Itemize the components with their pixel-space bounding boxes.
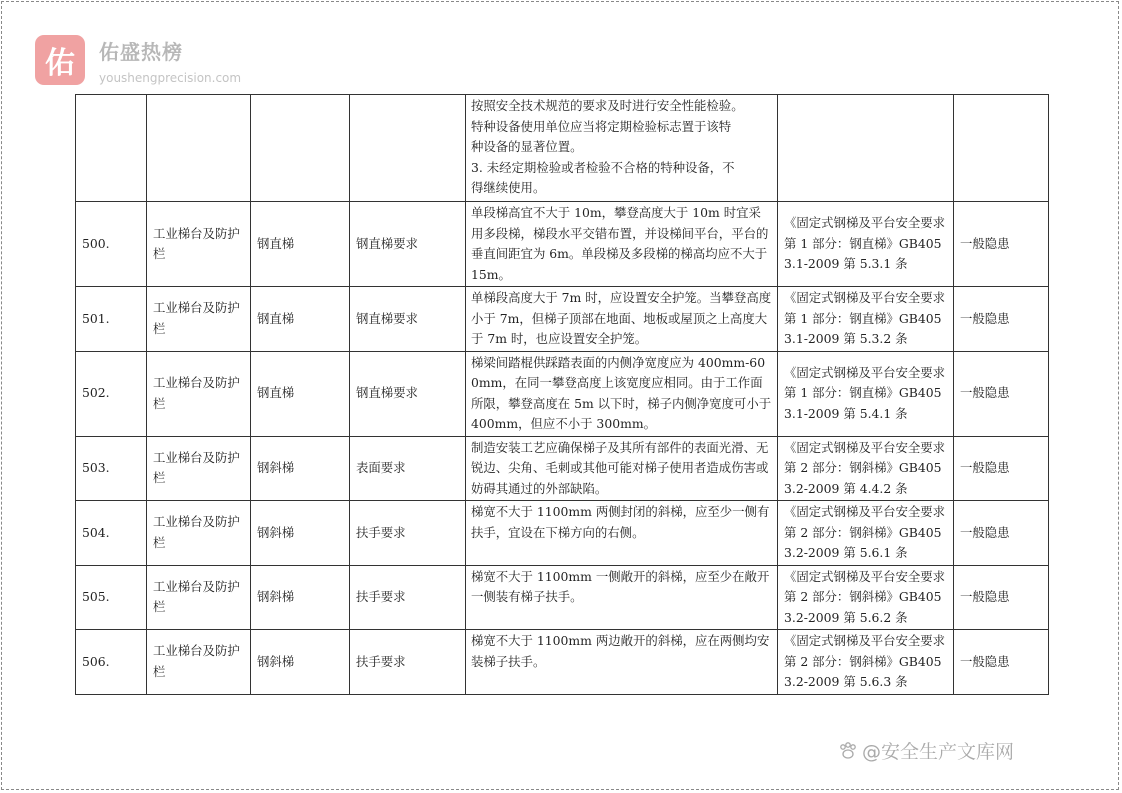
cell-level: 一般隐患 bbox=[954, 202, 1049, 287]
cell-basis: 《固定式钢梯及平台安全要求 第 1 部分：钢直梯》GB4053.1-2009 第 5.3.1 条 bbox=[778, 202, 954, 287]
continued-line: 得继续使用。 bbox=[471, 180, 546, 195]
cell-item bbox=[251, 95, 350, 202]
cell-no: 504. bbox=[76, 501, 147, 566]
table-row bbox=[76, 202, 1049, 287]
cell-description: 梯宽不大于 1100mm 两侧封闭的斜梯，应至少一侧有扶手，宜设在下梯方向的右侧。 bbox=[466, 501, 778, 566]
cell-no: 502. bbox=[76, 351, 147, 436]
cell-description: 单梯段高度大于 7m 时，应设置安全护笼。当攀登高度小于 7m，但梯子顶部在地面、地板或屋顶之上高度大于 7m 时，也应设置安全护笼。 bbox=[466, 287, 778, 352]
watermark bbox=[838, 737, 1014, 764]
table-row bbox=[76, 436, 1049, 501]
cell-category: 工业梯台及防护栏 bbox=[147, 436, 251, 501]
logo-badge-icon: 佑 bbox=[35, 35, 85, 85]
continued-row bbox=[76, 95, 1049, 202]
table-row bbox=[76, 287, 1049, 352]
table-row bbox=[76, 565, 1049, 630]
cell-category: 工业梯台及防护栏 bbox=[147, 202, 251, 287]
table-row bbox=[76, 630, 1049, 695]
cell-level: 一般隐患 bbox=[954, 351, 1049, 436]
continued-line: 3. 未经定期检验或者检验不合格的特种设备，不 bbox=[471, 159, 735, 175]
cell-requirement: 钢直梯要求 bbox=[350, 287, 466, 352]
logo-name: 佑盛热榜 bbox=[99, 39, 183, 64]
continued-line: 按照安全技术规范的要求及时进行安全性能检验。 bbox=[471, 98, 744, 113]
cell-requirement: 表面要求 bbox=[350, 436, 466, 501]
cell-category: 工业梯台及防护栏 bbox=[147, 287, 251, 352]
cell-requirement bbox=[350, 95, 466, 202]
watermark-text: @安全生产文库网 bbox=[862, 741, 1015, 763]
cell-item: 钢斜梯 bbox=[251, 565, 350, 630]
cell-description: 单段梯高宜不大于 10m，攀登高度大于 10m 时宜采用多段梯，梯段水平交错布置，并设梯间平台，平台的垂直间距宜为 6m。单段梯及多段梯的梯高均应不大于 15m。 bbox=[466, 202, 778, 287]
table-row bbox=[76, 501, 1049, 566]
cell-category: 工业梯台及防护栏 bbox=[147, 565, 251, 630]
table-row bbox=[76, 351, 1049, 436]
cell-category: 工业梯台及防护栏 bbox=[147, 630, 251, 695]
cell-basis: 《固定式钢梯及平台安全要求第 2 部分：钢斜梯》GB4053.2-2009 第 5.6.3 条 bbox=[778, 630, 954, 695]
cell-description bbox=[466, 95, 778, 202]
site-logo[interactable] bbox=[35, 35, 241, 85]
cell-item: 钢斜梯 bbox=[251, 436, 350, 501]
cell-item: 钢直梯 bbox=[251, 202, 350, 287]
cell-item: 钢斜梯 bbox=[251, 630, 350, 695]
cell-description: 制造安装工艺应确保梯子及其所有部件的表面光滑、无锐边、尖角、毛刺或其他可能对梯子使用者造成伤害或妨碍其通过的外部缺陷。 bbox=[466, 436, 778, 501]
cell-level: 一般隐患 bbox=[954, 630, 1049, 695]
cell-basis bbox=[778, 95, 954, 202]
cell-no bbox=[76, 95, 147, 202]
cell-requirement: 扶手要求 bbox=[350, 565, 466, 630]
cell-basis: 《固定式钢梯及平台安全要求第 2 部分：钢斜梯》GB4053.2-2009 第 5.6.1 条 bbox=[778, 501, 954, 566]
cell-basis: 《固定式钢梯及平台安全要求 第 1 部分：钢直梯》GB4053.1-2009 第 5.3.2 条 bbox=[778, 287, 954, 352]
cell-level: 一般隐患 bbox=[954, 565, 1049, 630]
cell-basis: 《固定式钢梯及平台安全要求第 2 部分：钢斜梯》GB4053.2-2009 第 4.4.2 条 bbox=[778, 436, 954, 501]
cell-basis: 《固定式钢梯及平台安全要求第 2 部分：钢斜梯》GB4053.2-2009 第 5.6.2 条 bbox=[778, 565, 954, 630]
continued-line: 种设备的显著位置。 bbox=[471, 139, 583, 154]
cell-no: 503. bbox=[76, 436, 147, 501]
paw-icon bbox=[838, 741, 858, 761]
cell-item: 钢直梯 bbox=[251, 287, 350, 352]
cell-requirement: 扶手要求 bbox=[350, 630, 466, 695]
cell-category: 工业梯台及防护栏 bbox=[147, 351, 251, 436]
hazard-table bbox=[75, 94, 1049, 695]
cell-item: 钢斜梯 bbox=[251, 501, 350, 566]
cell-no: 506. bbox=[76, 630, 147, 695]
cell-level bbox=[954, 95, 1049, 202]
cell-basis: 《固定式钢梯及平台安全要求 第 1 部分：钢直梯》GB4053.1-2009 第 5.4.1 条 bbox=[778, 351, 954, 436]
cell-level: 一般隐患 bbox=[954, 436, 1049, 501]
cell-requirement: 钢直梯要求 bbox=[350, 351, 466, 436]
cell-no: 505. bbox=[76, 565, 147, 630]
cell-description: 梯梁间踏棍供踩踏表面的内侧净宽度应为 400mm-600mm，在同一攀登高度上该宽度应相同。由于工作面所限，攀登高度在 5m 以下时，梯子内侧净宽度可小于 400mm，但应不小于 300mm。 bbox=[466, 351, 778, 436]
cell-requirement: 扶手要求 bbox=[350, 501, 466, 566]
cell-description: 梯宽不大于 1100mm 两边敞开的斜梯，应在两侧均安装梯子扶手。 bbox=[466, 630, 778, 695]
cell-item: 钢直梯 bbox=[251, 351, 350, 436]
cell-category: 工业梯台及防护栏 bbox=[147, 501, 251, 566]
cell-category bbox=[147, 95, 251, 202]
cell-level: 一般隐患 bbox=[954, 287, 1049, 352]
continued-line: 特种设备使用单位应当将定期检验标志置于该特 bbox=[471, 118, 732, 134]
cell-no: 500. bbox=[76, 202, 147, 287]
cell-no: 501. bbox=[76, 287, 147, 352]
cell-level: 一般隐患 bbox=[954, 501, 1049, 566]
cell-requirement: 钢直梯要求 bbox=[350, 202, 466, 287]
cell-description: 梯宽不大于 1100mm 一侧敞开的斜梯，应至少在敞开一侧装有梯子扶手。 bbox=[466, 565, 778, 630]
logo-url: youshengprecision.com bbox=[99, 70, 242, 85]
